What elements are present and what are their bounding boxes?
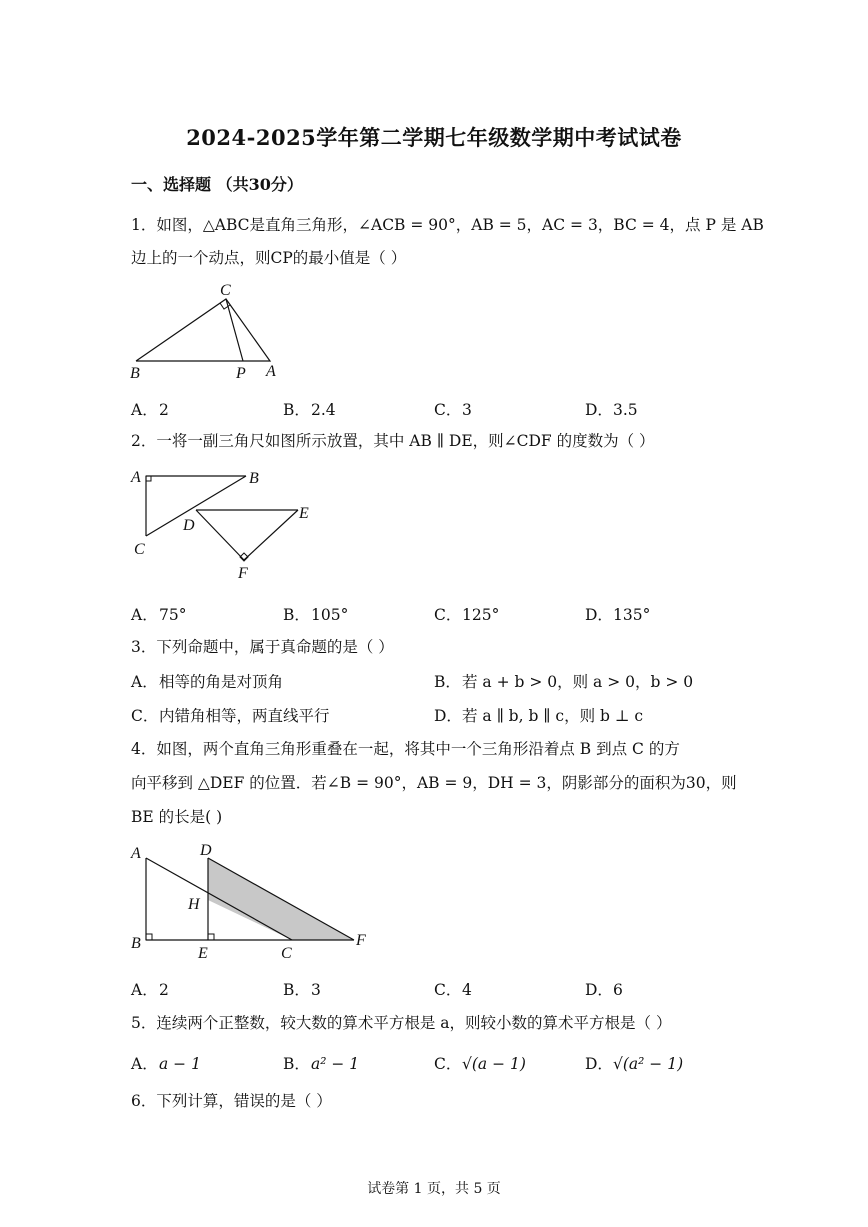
label-b: B — [249, 470, 259, 487]
q1-option-a[interactable]: A．2 — [131, 401, 169, 419]
question-1-line-2: 边上的一个动点，则CP的最小值是（ ） — [131, 249, 407, 267]
label-a: A — [266, 363, 276, 380]
label-b: B — [130, 365, 140, 382]
question-3-line-1: 3．下列命题中，属于真命题的是（ ） — [131, 638, 394, 656]
q4-option-d[interactable]: D．6 — [585, 981, 623, 999]
label-c: C — [134, 541, 145, 558]
question-4-line-1: 4．如图，两个直角三角形重叠在一起，将其中一个三角形沿着点 B 到点 C 的方 — [131, 740, 680, 758]
q3-option-a[interactable]: A．相等的角是对顶角 — [131, 673, 284, 691]
q5-option-d[interactable]: D．√(a² − 1) — [585, 1055, 684, 1073]
q4-option-a[interactable]: A．2 — [131, 981, 169, 999]
q3-option-b[interactable]: B．若 a + b > 0，则 a > 0，b > 0 — [434, 673, 694, 691]
q4-option-c[interactable]: C．4 — [434, 981, 472, 999]
question-4-line-3: BE 的长是( ) — [131, 808, 223, 826]
page-footer: 试卷第 1 页，共 5 页 — [367, 1181, 501, 1197]
label-f: F — [238, 565, 248, 582]
q3-option-d[interactable]: D．若 a ∥ b, b ∥ c，则 b ⊥ c — [434, 707, 644, 725]
label-d: D — [200, 842, 212, 859]
triangle-abc — [136, 299, 270, 361]
q5-option-b[interactable]: B．a² − 1 — [283, 1055, 360, 1073]
section-heading: 一、选择题 （共30分） — [131, 175, 303, 194]
label-e: E — [198, 945, 208, 962]
q1-option-c[interactable]: C．3 — [434, 401, 472, 419]
label-p: P — [236, 365, 246, 382]
q4-option-b[interactable]: B．3 — [283, 981, 321, 999]
question-1-figure — [126, 278, 296, 382]
label-c: C — [220, 282, 231, 299]
label-c: C — [281, 945, 292, 962]
question-2-line-1: 2．一将一副三角尺如图所示放置，其中 AB ∥ DE，则∠CDF 的度数为（ ） — [131, 432, 655, 450]
q2-option-c[interactable]: C．125° — [434, 606, 500, 624]
label-d: D — [183, 517, 195, 534]
question-2-figure — [126, 462, 326, 584]
q1-option-b[interactable]: B．2.4 — [283, 401, 336, 419]
question-1-line-1: 1．如图，△ABC是直角三角形，∠ACB = 90°，AB = 5，AC = 3，BC = 4，点 P 是 AB — [131, 216, 764, 234]
segment-cp — [226, 299, 243, 361]
label-e: E — [299, 505, 309, 522]
label-b: B — [131, 935, 141, 952]
q5-option-c[interactable]: C．√(a − 1) — [434, 1055, 526, 1073]
q3-option-c[interactable]: C．内错角相等，两直线平行 — [131, 707, 330, 725]
q2-option-b[interactable]: B．105° — [283, 606, 349, 624]
q2-option-d[interactable]: D．135° — [585, 606, 651, 624]
label-h: H — [188, 896, 200, 913]
q5-option-a[interactable]: A．a − 1 — [131, 1055, 201, 1073]
q2-option-a[interactable]: A．75° — [131, 606, 187, 624]
label-f: F — [356, 932, 366, 949]
question-4-line-2: 向平移到 △DEF 的位置．若∠B = 90°，AB = 9，DH = 3，阴影部分的面积为30，则 — [131, 774, 737, 792]
question-6-line-1: 6．下列计算，错误的是（ ） — [131, 1092, 332, 1110]
question-4-figure — [126, 838, 386, 966]
q1-option-d[interactable]: D．3.5 — [585, 401, 638, 419]
question-5-line-1: 5．连续两个正整数，较大数的算术平方根是 a，则较小数的算术平方根是（ ） — [131, 1014, 672, 1032]
label-a: A — [131, 845, 141, 862]
page-title: 2024-2025学年第二学期七年级数学期中考试试卷 — [186, 125, 682, 150]
label-a: A — [131, 469, 141, 486]
